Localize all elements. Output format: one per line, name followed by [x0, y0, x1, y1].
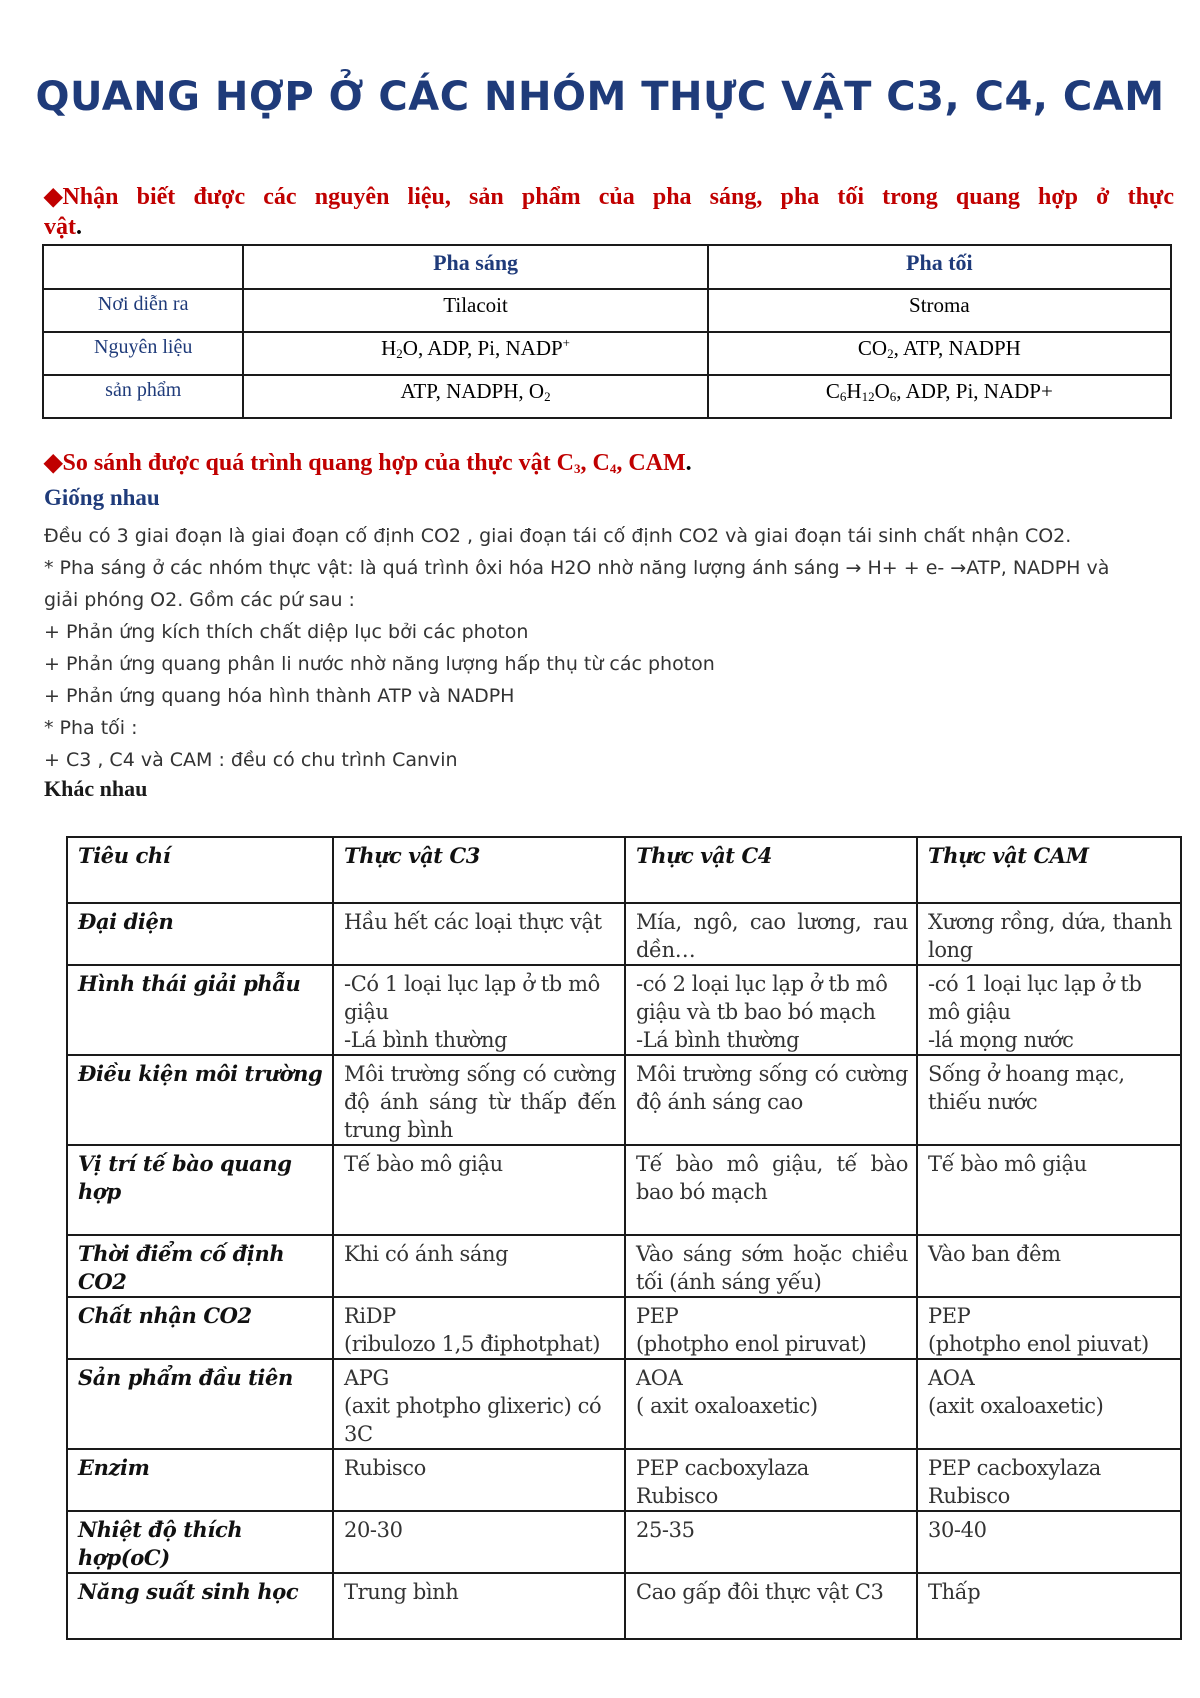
subscript: 2	[887, 346, 894, 361]
table-cell: AOA (axit oxaloaxetic)	[917, 1359, 1181, 1449]
text-part: , ADP, Pi, NADP+	[896, 379, 1053, 403]
table-cell: Thấp	[917, 1573, 1181, 1639]
table-row	[43, 332, 1171, 375]
subscript: 6	[889, 389, 897, 404]
table-cell	[243, 375, 707, 418]
subscript: 2	[396, 346, 403, 361]
differences-heading: Khác nhau	[44, 776, 148, 801]
table-row	[67, 1511, 1181, 1573]
diamond-bullet-icon: ◆	[44, 184, 63, 210]
table-cell: PEP (photpho enol piruvat)	[625, 1297, 917, 1359]
text-line: giải phóng O2. Gồm các pứ sau :	[44, 589, 355, 611]
text-part: CO	[857, 336, 888, 360]
row-label: Nơi diễn ra	[43, 289, 243, 332]
table-cell: Môi trường sống có cường độ ánh sáng từ thấp đến trung bình	[333, 1055, 625, 1145]
text-part: , C	[580, 450, 610, 476]
criterion-cell: Điều kiện môi trường	[67, 1055, 333, 1145]
table-cell: 25-35	[625, 1511, 917, 1573]
row-label: Nguyên liệu	[43, 332, 243, 375]
table-row	[67, 1359, 1181, 1449]
table-row	[43, 375, 1171, 418]
table-header-cell: Tiêu chí	[67, 837, 333, 903]
criterion-cell: Nhiệt độ thích hợp(oC)	[67, 1511, 333, 1573]
superscript: +	[562, 335, 571, 350]
table-cell: 30-40	[917, 1511, 1181, 1573]
table-cell: Xương rồng, dứa, thanh long	[917, 903, 1181, 965]
objective-2	[44, 448, 1144, 478]
objective-1-line1	[44, 182, 1174, 212]
row-label: sản phẩm	[43, 375, 243, 418]
table-row	[67, 903, 1181, 965]
criterion-cell: Enzim	[67, 1449, 333, 1511]
table-row	[43, 289, 1171, 332]
page-title: QUANG HỢP Ở CÁC NHÓM THỰC VẬT C3, C4, CAM	[35, 74, 1165, 120]
table-cell: PEP (photpho enol piuvat)	[917, 1297, 1181, 1359]
light-dark-phase-table	[42, 244, 1172, 419]
table-cell: PEP cacboxylaza Rubisco	[625, 1449, 917, 1511]
table-cell: Hầu hết các loại thực vật	[333, 903, 625, 965]
subscript: 6	[839, 389, 847, 404]
text-part: O, ADP, Pi, NADP	[402, 336, 563, 360]
text-part: ATP, NADPH, O	[400, 379, 545, 403]
table-header-cell: Thực vật CAM	[917, 837, 1181, 903]
text-part: O	[874, 379, 890, 403]
table-cell: RiDP (ribulozo 1,5 điphotphat)	[333, 1297, 625, 1359]
table-cell: -có 1 loại lục lạp ở tb mô giậu -lá mọng nước	[917, 965, 1181, 1055]
text-part: So sánh được quá trình quang hợp của thực vật C	[62, 450, 574, 476]
criterion-cell: Vị trí tế bào quang hợp	[67, 1145, 333, 1235]
table-cell	[243, 332, 707, 375]
table-header-cell: Pha tối	[708, 245, 1171, 289]
text-line: Đều có 3 giai đoạn là giai đoạn cố định CO2 , giai đoạn tái cố định CO2 và giai đoạn tái sinh chất nhận CO2.	[44, 525, 1072, 547]
text-line: + Phản ứng kích thích chất diệp lục bởi các photon	[44, 621, 529, 643]
similarities-text	[44, 520, 1174, 776]
table-cell: -Có 1 loại lục lạp ở tb mô giậu -Lá bình thường	[333, 965, 625, 1055]
table-cell: Tế bào mô giậu	[917, 1145, 1181, 1235]
objective-1-period: .	[76, 214, 82, 240]
criterion-cell: Thời điểm cố định CO2	[67, 1235, 333, 1297]
table-header-row	[43, 245, 1171, 289]
similarities-heading: Giống nhau	[44, 485, 160, 510]
objective-1-line2	[44, 212, 244, 242]
comparison-table	[66, 836, 1182, 1640]
text-line: + Phản ứng quang phân li nước nhờ năng lượng hấp thụ từ các photon	[44, 653, 715, 675]
table-row	[67, 1297, 1181, 1359]
criterion-cell: Hình thái giải phẫu	[67, 965, 333, 1055]
table-row	[67, 1235, 1181, 1297]
text-part: C	[825, 379, 840, 403]
text-part: , ATP, NADPH	[893, 336, 1021, 360]
table-cell: Khi có ánh sáng	[333, 1235, 625, 1297]
subscript: 3	[574, 461, 581, 476]
subscript: 2	[544, 389, 551, 404]
table-cell: PEP cacboxylaza Rubisco	[917, 1449, 1181, 1511]
text-part: H	[381, 336, 397, 360]
text-part: H	[846, 379, 862, 403]
table-row	[67, 1055, 1181, 1145]
table-header-cell: Thực vật C3	[333, 837, 625, 903]
diamond-bullet-icon: ◆	[44, 450, 63, 476]
text-line: * Pha tối :	[44, 717, 138, 739]
table-cell: -có 2 loại lục lạp ở tb mô giậu và tb bao bó mạch -Lá bình thường	[625, 965, 917, 1055]
table-row	[67, 1449, 1181, 1511]
text-part: , CAM	[616, 450, 686, 476]
table-cell: Trung bình	[333, 1573, 625, 1639]
table-cell: Tế bào mô giậu	[333, 1145, 625, 1235]
table-row	[67, 965, 1181, 1055]
text-line: + C3 , C4 và CAM : đều có chu trình Canvin	[44, 749, 458, 771]
table-cell: Stroma	[708, 289, 1171, 332]
objective-1-text-cont: vật	[44, 214, 76, 240]
period: .	[685, 450, 692, 476]
table-cell: 20-30	[333, 1511, 625, 1573]
table-cell	[708, 332, 1171, 375]
table-cell	[708, 375, 1171, 418]
table-cell: Rubisco	[333, 1449, 625, 1511]
table-cell: Sống ở hoang mạc, thiếu nước	[917, 1055, 1181, 1145]
criterion-cell: Năng suất sinh học	[67, 1573, 333, 1639]
table-cell: Tế bào mô giậu, tế bào bao bó mạch	[625, 1145, 917, 1235]
table-cell: Vào sáng sớm hoặc chiều tối (ánh sáng yếu)	[625, 1235, 917, 1297]
text-line: * Pha sáng ở các nhóm thực vật: là quá trình ôxi hóa H2O nhờ năng lượng ánh sáng → H+ + e- →ATP, NADPH và	[44, 557, 1110, 579]
table-cell: Môi trường sống có cường độ ánh sáng cao	[625, 1055, 917, 1145]
criterion-cell: Đại diện	[67, 903, 333, 965]
table-header-cell: Pha sáng	[243, 245, 707, 289]
text-line: + Phản ứng quang hóa hình thành ATP và NADPH	[44, 685, 515, 707]
table-header-cell: Thực vật C4	[625, 837, 917, 903]
table-cell: Mía, ngô, cao lương, rau dền…	[625, 903, 917, 965]
criterion-cell: Sản phẩm đầu tiên	[67, 1359, 333, 1449]
table-header-cell	[43, 245, 243, 289]
table-cell: Tilacoit	[243, 289, 707, 332]
table-cell: APG (axit photpho glixeric) có 3C	[333, 1359, 625, 1449]
subscript: 12	[861, 389, 875, 404]
table-header-row	[67, 837, 1181, 903]
table-row	[67, 1145, 1181, 1235]
table-row	[67, 1573, 1181, 1639]
objective-1-text: Nhận biết được các nguyên liệu, sản phẩm của pha sáng, pha tối trong quang hợp ở thực	[62, 184, 1174, 210]
criterion-cell: Chất nhận CO2	[67, 1297, 333, 1359]
table-cell: Cao gấp đôi thực vật C3	[625, 1573, 917, 1639]
subscript: 4	[609, 461, 617, 476]
table-cell: AOA ( axit oxaloaxetic)	[625, 1359, 917, 1449]
table-cell: Vào ban đêm	[917, 1235, 1181, 1297]
